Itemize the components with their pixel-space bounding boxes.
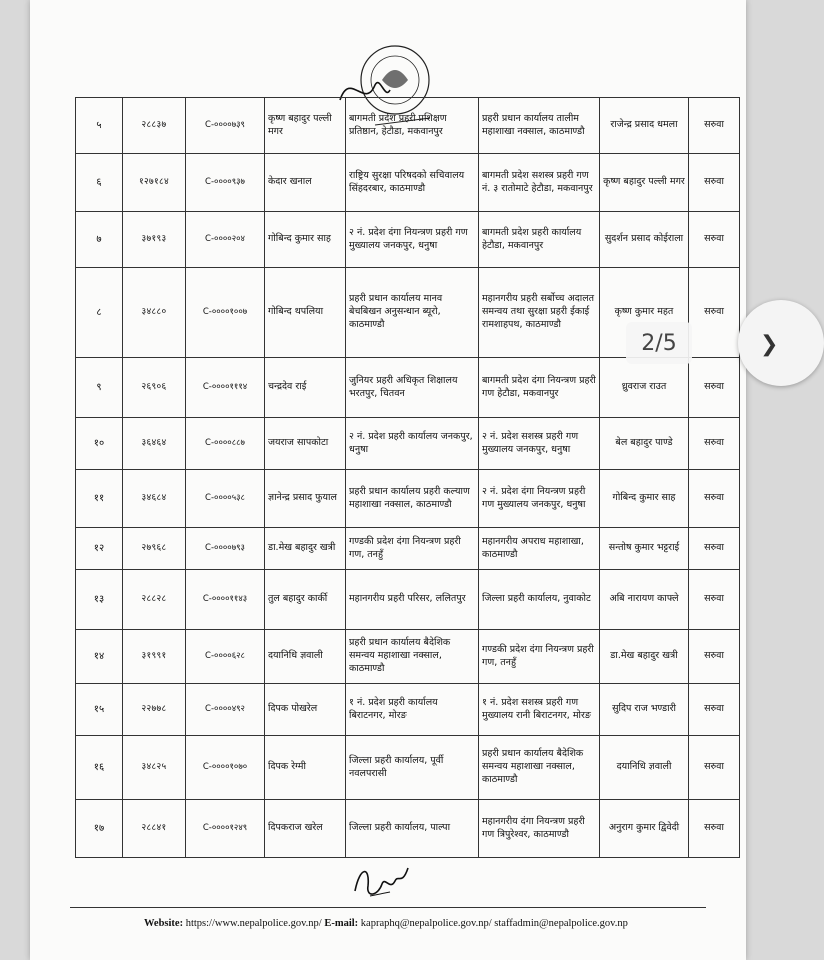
transfer-status-cell: सरुवा bbox=[689, 528, 740, 570]
employee-name-cell: केदार खनाल bbox=[265, 154, 346, 212]
serial-number-cell: १३ bbox=[76, 570, 123, 630]
serial-number-cell: ८ bbox=[76, 268, 123, 358]
serial-number-cell: १० bbox=[76, 418, 123, 470]
transfer-status-cell: सरुवा bbox=[689, 98, 740, 154]
table-row bbox=[76, 736, 740, 800]
email-link-1[interactable]: kapraphq@nepalpolice.gov.np/ bbox=[360, 918, 492, 929]
current-office-cell: गण्डकी प्रदेश दंगा नियन्त्रण प्रहरी गण, तनहुँ bbox=[346, 528, 479, 570]
table-row bbox=[76, 570, 740, 630]
id-code-cell: C-००००१११४ bbox=[186, 358, 265, 418]
replacement-name-cell: अनुराग कुमार द्विवेदी bbox=[600, 800, 689, 858]
id-code-cell: C-००००४९२ bbox=[186, 684, 265, 736]
employee-name-cell: डा.मेख बहादुर खत्री bbox=[265, 528, 346, 570]
transfer-status-cell: सरुवा bbox=[689, 268, 740, 358]
employee-number-cell: २८८३७ bbox=[123, 98, 186, 154]
employee-name-cell: दिपकराज खरेल bbox=[265, 800, 346, 858]
table-row bbox=[76, 630, 740, 684]
serial-number-cell: १२ bbox=[76, 528, 123, 570]
employee-name-cell: ज्ञानेन्द्र प्रसाद फुयाल bbox=[265, 470, 346, 528]
email-label: E-mail: bbox=[324, 918, 359, 929]
serial-number-cell: १४ bbox=[76, 630, 123, 684]
serial-number-cell: ११ bbox=[76, 470, 123, 528]
employee-name-cell: गोबिन्द कुमार साह bbox=[265, 212, 346, 268]
replacement-name-cell: सुदर्शन प्रसाद कोईराला bbox=[600, 212, 689, 268]
id-code-cell: C-००००५३८ bbox=[186, 470, 265, 528]
current-office-cell: राष्ट्रिय सुरक्षा परिषदको सचिवालय सिंहदरबार, काठमाण्डौ bbox=[346, 154, 479, 212]
replacement-name-cell: कृष्ण बहादुर पल्ली मगर bbox=[600, 154, 689, 212]
employee-number-cell: २८८४१ bbox=[123, 800, 186, 858]
id-code-cell: C-००००११४३ bbox=[186, 570, 265, 630]
employee-name-cell: तुल बहादुर कार्की bbox=[265, 570, 346, 630]
table-row bbox=[76, 98, 740, 154]
transfer-office-cell: महानगरीय प्रहरी सर्बोच्च अदालत समन्वय तथा सुरक्षा प्रहरी ईकाई रामशाहपथ, काठमाण्डौ bbox=[479, 268, 600, 358]
replacement-name-cell: दयानिधि ज्ञवाली bbox=[600, 736, 689, 800]
employee-name-cell: कृष्ण बहादुर पल्ली मगर bbox=[265, 98, 346, 154]
id-code-cell: C-००००१००७ bbox=[186, 268, 265, 358]
serial-number-cell: १७ bbox=[76, 800, 123, 858]
serial-number-cell: १५ bbox=[76, 684, 123, 736]
employee-number-cell: ३४६८४ bbox=[123, 470, 186, 528]
table-row bbox=[76, 528, 740, 570]
transfer-office-cell: प्रहरी प्रधान कार्यालय बैदेशिक समन्वय महाशाखा नक्साल, काठमाण्डौ bbox=[479, 736, 600, 800]
replacement-name-cell: ध्रुवराज राउत bbox=[600, 358, 689, 418]
serial-number-cell: ५ bbox=[76, 98, 123, 154]
transfer-status-cell: सरुवा bbox=[689, 154, 740, 212]
employee-number-cell: ३१९९१ bbox=[123, 630, 186, 684]
table-row bbox=[76, 470, 740, 528]
email-link-2[interactable]: staffadmin@nepalpolice.gov.np bbox=[494, 918, 628, 929]
serial-number-cell: १६ bbox=[76, 736, 123, 800]
employee-number-cell: १२७१८४ bbox=[123, 154, 186, 212]
transfer-office-cell: बागमती प्रदेश दंगा नियन्त्रण प्रहरी गण हेटौडा, मकवानपुर bbox=[479, 358, 600, 418]
transfer-office-cell: बागमती प्रदेश प्रहरी कार्यालय हेटौडा, मकवानपुर bbox=[479, 212, 600, 268]
id-code-cell: C-००००१०७० bbox=[186, 736, 265, 800]
serial-number-cell: ७ bbox=[76, 212, 123, 268]
current-office-cell: २ नं. प्रदेश प्रहरी कार्यालय जनकपुर, धनुषा bbox=[346, 418, 479, 470]
id-code-cell: C-००००२०४ bbox=[186, 212, 265, 268]
replacement-name-cell: डा.मेख बहादुर खत्री bbox=[600, 630, 689, 684]
employee-name-cell: जयराज सापकोटा bbox=[265, 418, 346, 470]
current-office-cell: प्रहरी प्रधान कार्यालय मानव बेचबिखन अनुसन्धान ब्यूरो, काठमाण्डौ bbox=[346, 268, 479, 358]
current-office-cell: प्रहरी प्रधान कार्यालय बैदेशिक समन्वय महाशाखा नक्साल, काठमाण्डौ bbox=[346, 630, 479, 684]
transfer-office-cell: बागमती प्रदेश सशस्त्र प्रहरी गण नं. ३ रातोमाटे हेटौडा, मकवानपुर bbox=[479, 154, 600, 212]
transfer-status-cell: सरुवा bbox=[689, 570, 740, 630]
employee-number-cell: २८८२८ bbox=[123, 570, 186, 630]
employee-number-cell: ३७१९३ bbox=[123, 212, 186, 268]
transfer-office-cell: २ नं. प्रदेश सशस्त्र प्रहरी गण मुख्यालय जनकपुर, धनुषा bbox=[479, 418, 600, 470]
replacement-name-cell: राजेन्द्र प्रसाद धमला bbox=[600, 98, 689, 154]
replacement-name-cell: अबि नारायण काफ्ले bbox=[600, 570, 689, 630]
current-office-cell: प्रहरी प्रधान कार्यालय प्रहरी कल्याण महाशाखा नक्साल, काठमाण्डौ bbox=[346, 470, 479, 528]
table-row bbox=[76, 154, 740, 212]
transfer-office-cell: प्रहरी प्रधान कार्यालय तालीम महाशाखा नक्साल, काठमाण्डौ bbox=[479, 98, 600, 154]
transfer-status-cell: सरुवा bbox=[689, 358, 740, 418]
transfer-status-cell: सरुवा bbox=[689, 470, 740, 528]
current-office-cell: महानगरीय प्रहरी परिसर, ललितपुर bbox=[346, 570, 479, 630]
table-row bbox=[76, 418, 740, 470]
website-link[interactable]: https://www.nepalpolice.gov.np/ bbox=[185, 918, 322, 929]
employee-name-cell: गोबिन्द थपलिया bbox=[265, 268, 346, 358]
website-label: Website: bbox=[144, 918, 184, 929]
employee-name-cell: चन्द्रदेव राई bbox=[265, 358, 346, 418]
signature bbox=[350, 856, 420, 906]
transfer-office-cell: महानगरीय अपराध महाशाखा, काठमाण्डौ bbox=[479, 528, 600, 570]
employee-number-cell: २६९०६ bbox=[123, 358, 186, 418]
employee-number-cell: २७९६८ bbox=[123, 528, 186, 570]
employee-number-cell: ३६४६४ bbox=[123, 418, 186, 470]
serial-number-cell: ६ bbox=[76, 154, 123, 212]
footer-contact bbox=[144, 918, 628, 929]
replacement-name-cell: बेल बहादुर पाण्डे bbox=[600, 418, 689, 470]
employee-number-cell: ३४८८० bbox=[123, 268, 186, 358]
current-office-cell: जुनियर प्रहरी अधिकृत शिक्षालय भरतपुर, चितवन bbox=[346, 358, 479, 418]
current-office-cell: २ नं. प्रदेश दंगा नियन्त्रण प्रहरी गण मुख्यालय जनकपुर, धनुषा bbox=[346, 212, 479, 268]
next-page-button[interactable] bbox=[738, 300, 824, 386]
replacement-name-cell: गोबिन्द कुमार साह bbox=[600, 470, 689, 528]
table-row bbox=[76, 212, 740, 268]
replacement-name-cell: सुदिप राज भण्डारी bbox=[600, 684, 689, 736]
employee-name-cell: दयानिधि ज्ञवाली bbox=[265, 630, 346, 684]
replacement-name-cell: कृष्ण कुमार महत bbox=[600, 268, 689, 358]
transfer-office-cell: १ नं. प्रदेश सशस्त्र प्रहरी गण मुख्यालय रानी बिराटनगर, मोरङ bbox=[479, 684, 600, 736]
current-office-cell: १ नं. प्रदेश प्रहरी कार्यालय बिराटनगर, मोरङ bbox=[346, 684, 479, 736]
transfer-status-cell: सरुवा bbox=[689, 418, 740, 470]
employee-name-cell: दिपक पोखरेल bbox=[265, 684, 346, 736]
employee-number-cell: २२७७८ bbox=[123, 684, 186, 736]
transfer-table bbox=[75, 97, 740, 858]
transfer-office-cell: जिल्ला प्रहरी कार्यालय, नुवाकोट bbox=[479, 570, 600, 630]
current-office-cell: बागमती प्रदेश प्रहरी प्रशिक्षण प्रतिष्ठान, हेटौडा, मकवानपुर bbox=[346, 98, 479, 154]
table-row bbox=[76, 800, 740, 858]
employee-name-cell: दिपक रेग्मी bbox=[265, 736, 346, 800]
table-row bbox=[76, 358, 740, 418]
replacement-name-cell: सन्तोष कुमार भट्टराई bbox=[600, 528, 689, 570]
transfer-office-cell: महानगरीय दंगा नियन्त्रण प्रहरी गण त्रिपुरेश्वर, काठमाण्डौ bbox=[479, 800, 600, 858]
transfer-status-cell: सरुवा bbox=[689, 800, 740, 858]
serial-number-cell: ९ bbox=[76, 358, 123, 418]
id-code-cell: C-००००६२८ bbox=[186, 630, 265, 684]
id-code-cell: C-००००९३७ bbox=[186, 154, 265, 212]
transfer-status-cell: सरुवा bbox=[689, 684, 740, 736]
id-code-cell: C-००००८८७ bbox=[186, 418, 265, 470]
page-indicator: 2/5 bbox=[626, 322, 692, 364]
transfer-office-cell: गण्डकी प्रदेश दंगा नियन्त्रण प्रहरी गण, तनहुँ bbox=[479, 630, 600, 684]
current-office-cell: जिल्ला प्रहरी कार्यालय, पाल्पा bbox=[346, 800, 479, 858]
id-code-cell: C-००००७३९ bbox=[186, 98, 265, 154]
id-code-cell: C-००००१२४९ bbox=[186, 800, 265, 858]
current-office-cell: जिल्ला प्रहरी कार्यालय, पूर्वी नवलपरासी bbox=[346, 736, 479, 800]
transfer-status-cell: सरुवा bbox=[689, 630, 740, 684]
chevron-right-icon: ❯ bbox=[760, 332, 779, 357]
transfer-status-cell: सरुवा bbox=[689, 736, 740, 800]
table-row bbox=[76, 684, 740, 736]
footer-divider bbox=[70, 907, 706, 908]
transfer-office-cell: २ नं. प्रदेश दंगा नियन्त्रण प्रहरी गण मुख्यालय जनकपुर, धनुषा bbox=[479, 470, 600, 528]
id-code-cell: C-००००७९३ bbox=[186, 528, 265, 570]
transfer-status-cell: सरुवा bbox=[689, 212, 740, 268]
employee-number-cell: ३४८२५ bbox=[123, 736, 186, 800]
